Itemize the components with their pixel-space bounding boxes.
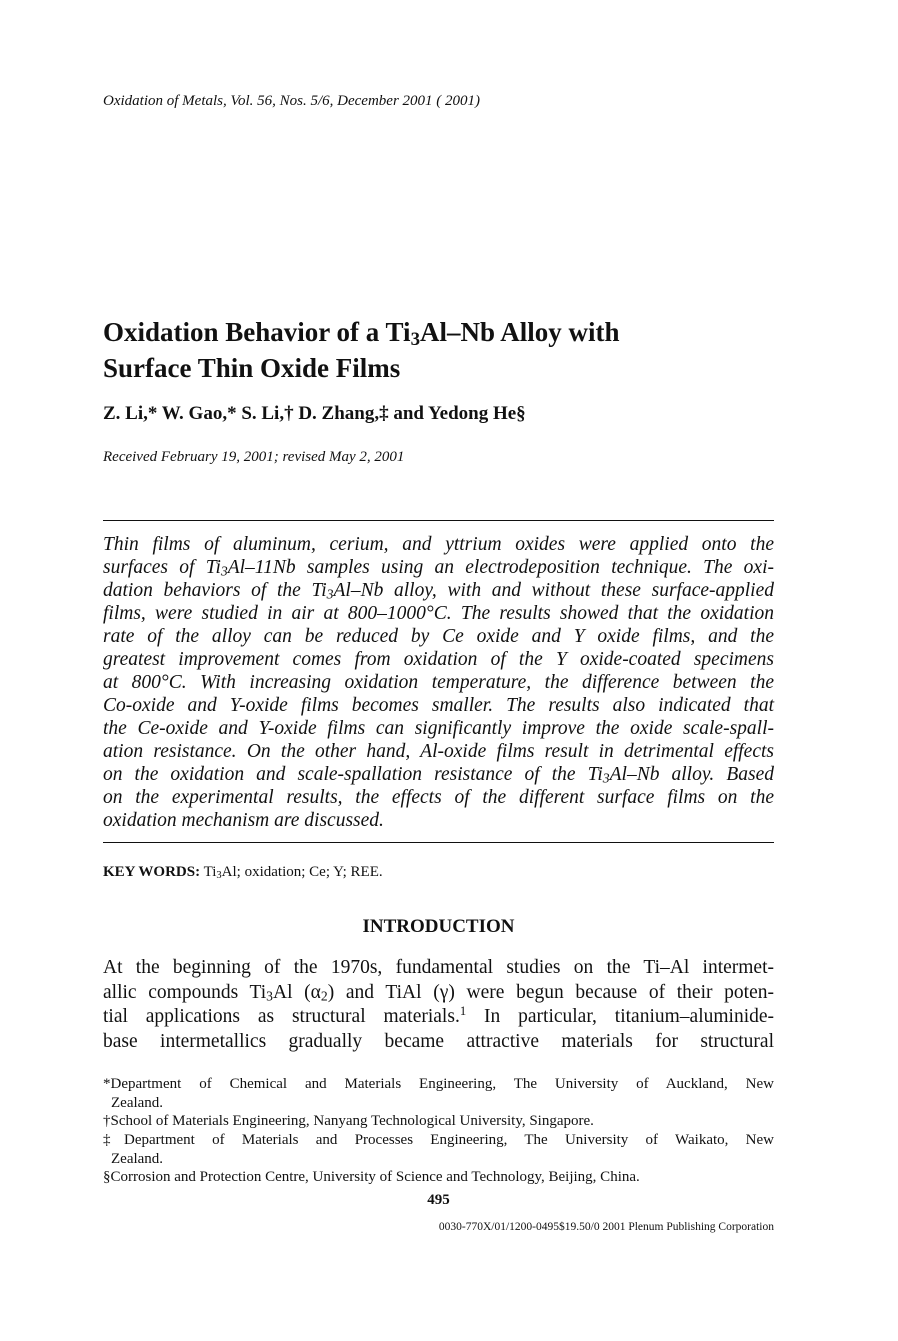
footnote-line: Zealand. — [111, 1150, 164, 1167]
article-title — [103, 314, 783, 386]
abstract-line: films, were studied in air at 800–1000°C. The results showed that the oxidation — [103, 603, 774, 624]
journal-citation: Oxidation of Metals, Vol. 56, Nos. 5/6, December 2001 ( 2001) — [103, 93, 481, 109]
footnote-line: ‡Department of Materials and Processes Engineering, The University of Waikato, New — [103, 1132, 774, 1149]
abstract-line: Co-oxide and Y-oxide films becomes smaller. The results also indicated that — [103, 695, 774, 716]
body-line: base intermetallics gradually became attractive materials for structural — [103, 1030, 774, 1052]
abstract-line: dation behaviors of the $Ti_3Al-Nb$ alloy, with and without these surface-applied — [103, 580, 775, 602]
copyright-line: 0030-770X/01/1200-0495$19.50/0 2001 Plenum Publishing Corporation — [438, 1221, 774, 1233]
abstract-top-rule — [103, 520, 774, 521]
section-heading-introduction: INTRODUCTION — [362, 916, 515, 937]
abstract-line: ation resistance. On the other hand, Al-oxide films result in detrimental effects — [103, 741, 774, 762]
body-line: allic compounds $Ti_3Al$ $(\alpha_2)$ and TiAl (γ) were begun because of their poten- — [103, 981, 774, 1004]
received-date: Received February 19, 2001; revised May 2, 2001 — [103, 449, 405, 465]
affiliation-footnotes — [103, 1075, 774, 1187]
abstract-line: the Ce-oxide and Y-oxide films can significantly improve the oxide scale-spall- — [103, 718, 774, 739]
key-words: KEY WORDS: $Ti_3Al$; oxidation; Ce; Y; REE. — [103, 864, 383, 882]
body-line: At the beginning of the 1970s, fundamental studies on the Ti–Al intermet- — [103, 957, 774, 978]
abstract-line: Thin films of aluminum, cerium, and yttrium oxides were applied onto the — [103, 534, 774, 555]
abstract-line: greatest improvement comes from oxidation of the Y oxide-coated specimens — [103, 649, 774, 670]
key-words-label: KEY WORDS: — [103, 864, 201, 880]
abstract-bottom-rule — [103, 842, 774, 843]
abstract-line: on the experimental results, the effects of the different surface films on the — [103, 787, 774, 808]
introduction-body — [103, 956, 774, 1054]
page-number: 495 — [427, 1192, 450, 1208]
abstract-line: on the oxidation and scale-spallation resistance of the $Ti_3Al-Nb$ alloy. Based — [103, 764, 775, 786]
footnote-line: Zealand. — [111, 1094, 164, 1111]
footnote-line: §Corrosion and Protection Centre, University of Science and Technology, Beijing, China. — [103, 1169, 640, 1186]
footnote-line: †School of Materials Engineering, Nanyang Technological University, Singapore. — [103, 1113, 594, 1130]
abstract-line: surfaces of $Ti_3Al-11Nb$ samples using an electrodeposition technique. The oxi- — [103, 557, 774, 579]
author-list: Z. Li,* W. Gao,* S. Li,† D. Zhang,‡ and Yedong He§ — [103, 403, 526, 424]
footnote-line: *Department of Chemical and Materials Engineering, The University of Auckland, New — [103, 1076, 774, 1092]
title-line-2: Surface Thin Oxide Films — [103, 353, 401, 383]
body-line: tial applications as structural materials.$^1$ In particular, titanium–aluminide- — [103, 1004, 775, 1027]
abstract-line: oxidation mechanism are discussed. — [103, 810, 384, 831]
abstract-line: rate of the alloy can be reduced by Ce oxide and Y oxide films, and the — [103, 626, 774, 647]
abstract-line: at 800°C. With increasing oxidation temperature, the difference between the — [103, 672, 774, 693]
abstract — [103, 533, 774, 832]
reference-marker[interactable]: 1 — [459, 1004, 467, 1019]
title-line-1: Oxidation Behavior of a $Ti_3Al-Nb$ Alloy with — [103, 317, 620, 350]
